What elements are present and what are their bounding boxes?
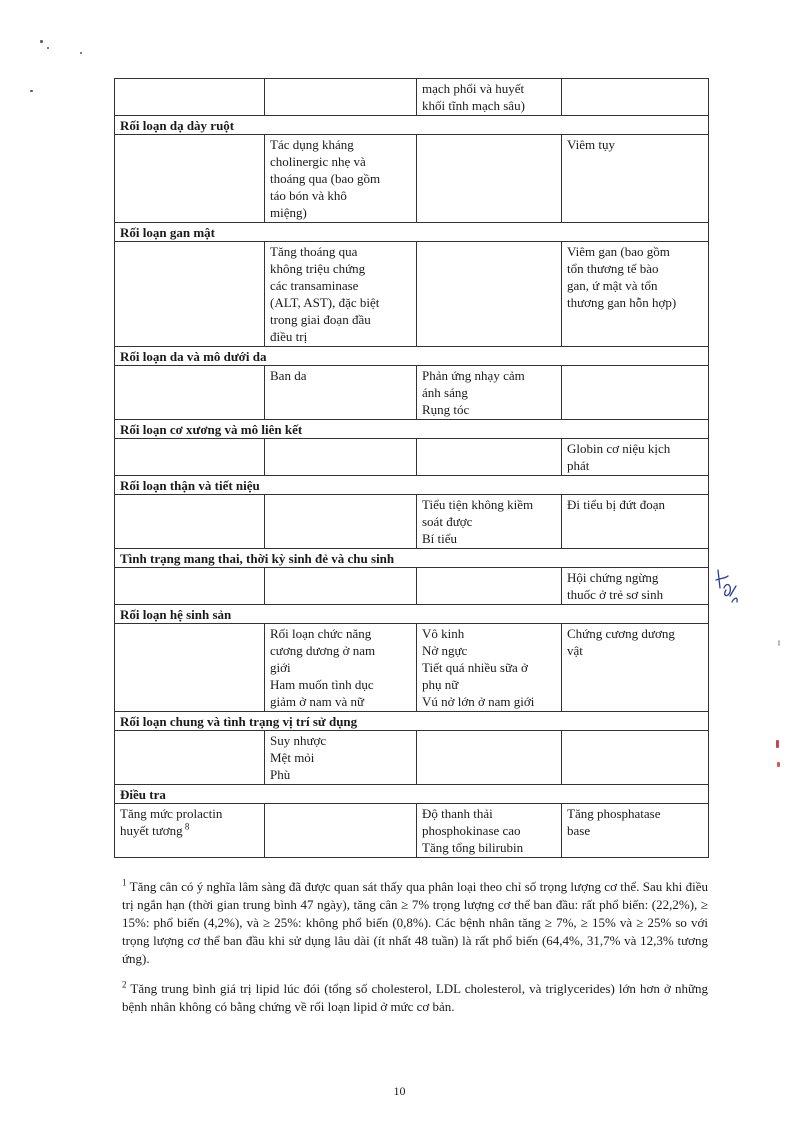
cell-line: soát được [422, 514, 473, 529]
cell-line [120, 496, 260, 513]
table-cell [562, 366, 709, 420]
cell-line: Rụng tóc [422, 402, 470, 417]
table-row [115, 242, 709, 347]
cell-line: Globin cơ niệu kịch [567, 441, 671, 456]
table-cell [417, 242, 562, 347]
scan-speck [47, 47, 49, 49]
cell-line: mạch phổi và huyết [422, 81, 525, 96]
table-cell [417, 731, 562, 785]
cell-line [270, 496, 412, 513]
table-row [115, 366, 709, 420]
scan-speck [80, 52, 82, 54]
cell-line: Tăng tổng bilirubin [422, 840, 524, 855]
section-title: Tình trạng mang thai, thời kỳ sinh đẻ và chu sinh [115, 549, 709, 568]
cell-line: điều trị [270, 329, 308, 344]
table-cell [115, 804, 265, 858]
table-cell [265, 366, 417, 420]
cell-line: Rối loạn chức năng [270, 626, 372, 641]
cell-line: phosphokinase cao [422, 823, 521, 838]
section-title: Rối loạn cơ xương và mô liên kết [115, 420, 709, 439]
table-cell [265, 804, 417, 858]
scan-speck [777, 762, 780, 767]
table-cell [417, 366, 562, 420]
cell-line: phát [567, 458, 590, 473]
section-header-row [115, 223, 709, 242]
cell-line [120, 569, 260, 586]
table-cell [562, 568, 709, 605]
table-cell [115, 495, 265, 549]
cell-line [567, 367, 704, 384]
cell-line [120, 732, 260, 749]
section-header-row [115, 116, 709, 135]
footnote-2 [122, 980, 708, 1016]
cell-line [120, 243, 260, 260]
scan-speck [40, 40, 43, 43]
cell-line: Bí tiểu [422, 531, 458, 546]
table-cell [115, 79, 265, 116]
table-cell [562, 804, 709, 858]
cell-line [422, 136, 557, 153]
footnote-mark: 1 [122, 877, 127, 888]
table-cell [562, 79, 709, 116]
table-cell [265, 495, 417, 549]
section-title: Rối loạn gan mật [115, 223, 709, 242]
section-header-row [115, 785, 709, 804]
section-header-row [115, 605, 709, 624]
table-row [115, 79, 709, 116]
table-cell [417, 135, 562, 223]
cell-line: Nở ngực [422, 643, 468, 658]
table-row [115, 495, 709, 549]
cell-line: miệng) [270, 205, 307, 220]
footnote-1 [122, 878, 708, 968]
cell-line: cương dương ở nam [270, 643, 376, 658]
handwritten-initial-mark [712, 566, 742, 608]
cell-line: phụ nữ [422, 677, 459, 692]
footnote-text: Tăng cân có ý nghĩa lâm sàng đã được quan sát thấy qua phân loại theo chỉ số trọng lượng cơ thể. Sau khi điều trị ngắn hạn (thời gian trung bình 47 ngày), tăng cân ≥ 7% trọng lượng cơ thể ban đầu: rất phổ biến: (22,2%), ≥ 15%: phổ biến (4,2%), và ≥ 25%: không phổ biến (0,8%). Các bệnh nhân tăng ≥ 7%, ≥ 15% và ≥ 25% so với trọng lượng cơ thể ban đầu khi sử dụng lâu dài (ít nhất 48 tuần) là rất phổ biến (64,4%, 31,7% và 12,3% tương ứng). [122, 879, 708, 966]
table-cell [265, 624, 417, 712]
cell-line: vật [567, 643, 583, 658]
cell-line: Độ thanh thải [422, 806, 493, 821]
cell-line: Tiết quá nhiều sữa ở [422, 660, 528, 675]
table-cell [115, 439, 265, 476]
table-row [115, 624, 709, 712]
section-title: Rối loạn chung và tình trạng vị trí sử dụng [115, 712, 709, 731]
table-cell [265, 135, 417, 223]
table-cell [417, 568, 562, 605]
cell-line: tổn thương tế bào [567, 261, 659, 276]
table-row [115, 439, 709, 476]
cell-line: khối tĩnh mạch sâu) [422, 98, 525, 113]
cell-line: Vú nở lớn ở nam giới [422, 694, 535, 709]
cell-line: cholinergic nhẹ và [270, 154, 366, 169]
table-cell [265, 731, 417, 785]
cell-line: base [567, 823, 591, 838]
cell-line: huyết tương $^8$ [120, 821, 190, 838]
cell-line: giới [270, 660, 291, 675]
table-cell [417, 79, 562, 116]
table-cell [115, 624, 265, 712]
table-cell [417, 624, 562, 712]
cell-line: Tiểu tiện không kiềm [422, 497, 534, 512]
section-title: Rối loạn dạ dày ruột [115, 116, 709, 135]
cell-line [120, 80, 260, 97]
cell-line: Tăng phosphatase [567, 806, 661, 821]
section-header-row [115, 712, 709, 731]
scan-speck [776, 740, 779, 748]
table-row [115, 731, 709, 785]
table-cell [265, 568, 417, 605]
cell-line: giảm ở nam và nữ [270, 694, 365, 709]
section-title: Rối loạn thận và tiết niệu [115, 476, 709, 495]
table-cell [562, 731, 709, 785]
section-header-row [115, 420, 709, 439]
cell-line: các transaminase [270, 278, 359, 293]
cell-line: Đi tiểu bị đứt đoạn [567, 497, 666, 512]
cell-line [270, 80, 412, 97]
table-cell [265, 439, 417, 476]
cell-line: thuốc ở trẻ sơ sinh [567, 587, 664, 602]
footnote-text: Tăng trung bình giá trị lipid lúc đói (tổng số cholesterol, LDL cholesterol, và triglycerides) lớn hơn ở những bệnh nhân không có bằng chứng về rối loạn lipid ở mức cơ bản. [122, 981, 708, 1014]
table-cell [417, 495, 562, 549]
section-title: Rối loạn hệ sinh sản [115, 605, 709, 624]
cell-line [567, 732, 704, 749]
cell-line [120, 440, 260, 457]
section-header-row [115, 549, 709, 568]
section-header-row [115, 347, 709, 366]
cell-line: không triệu chứng [270, 261, 366, 276]
table-cell [115, 135, 265, 223]
cell-line: Ban da [270, 368, 307, 383]
cell-line: gan, ứ mật và tổn [567, 278, 658, 293]
cell-line: Phù [270, 767, 291, 782]
page-number: 10 [393, 1084, 406, 1098]
cell-line [422, 440, 557, 457]
scan-speck [30, 90, 33, 92]
table-cell [562, 439, 709, 476]
footnote-reference: 8 [182, 821, 190, 832]
cell-line: Phản ứng nhạy cảm [422, 368, 525, 383]
cell-line: ánh sáng [422, 385, 468, 400]
table-cell [562, 624, 709, 712]
adverse-effects-table [114, 78, 709, 858]
table-row [115, 568, 709, 605]
cell-line: Chứng cương dương [567, 626, 675, 641]
section-title: Điều tra [115, 785, 709, 804]
cell-line: (ALT, AST), đặc biệt [270, 295, 380, 310]
cell-line: Mệt mỏi [270, 750, 315, 765]
cell-line: Tăng thoáng qua [270, 244, 358, 259]
cell-line [120, 625, 260, 642]
table-cell [562, 135, 709, 223]
table-row [115, 804, 709, 858]
table-cell [417, 804, 562, 858]
cell-line [270, 805, 412, 822]
table-cell [115, 568, 265, 605]
table-row [115, 135, 709, 223]
section-header-row [115, 476, 709, 495]
cell-line: trong giai đoạn đầu [270, 312, 371, 327]
cell-line: Viêm gan (bao gồm [567, 244, 670, 259]
cell-line: Suy nhược [270, 733, 327, 748]
cell-line: Viêm tụy [567, 137, 615, 152]
footnote-mark: 2 [122, 979, 127, 990]
table-cell [562, 242, 709, 347]
cell-line [270, 569, 412, 586]
table-cell [115, 366, 265, 420]
cell-line: táo bón và khô [270, 188, 347, 203]
footnotes [122, 878, 708, 1028]
table-cell [115, 242, 265, 347]
table-cell [562, 495, 709, 549]
cell-line [120, 367, 260, 384]
cell-line: Tăng mức prolactin [120, 806, 223, 821]
table-cell [265, 242, 417, 347]
cell-line: Vô kinh [422, 626, 465, 641]
scan-speck [778, 640, 780, 646]
cell-line [422, 732, 557, 749]
table-cell [265, 79, 417, 116]
cell-line: Ham muốn tình dục [270, 677, 374, 692]
cell-line [567, 80, 704, 97]
table-cell [417, 439, 562, 476]
cell-line: thoáng qua (bao gồm [270, 171, 381, 186]
cell-line [422, 569, 557, 586]
cell-line: Hội chứng ngừng [567, 570, 659, 585]
cell-line [270, 440, 412, 457]
cell-line [422, 243, 557, 260]
cell-line: thương gan hỗn hợp) [567, 295, 677, 310]
table-cell [115, 731, 265, 785]
cell-line [120, 136, 260, 153]
cell-line: Tác dụng kháng [270, 137, 354, 152]
section-title: Rối loạn da và mô dưới da [115, 347, 709, 366]
